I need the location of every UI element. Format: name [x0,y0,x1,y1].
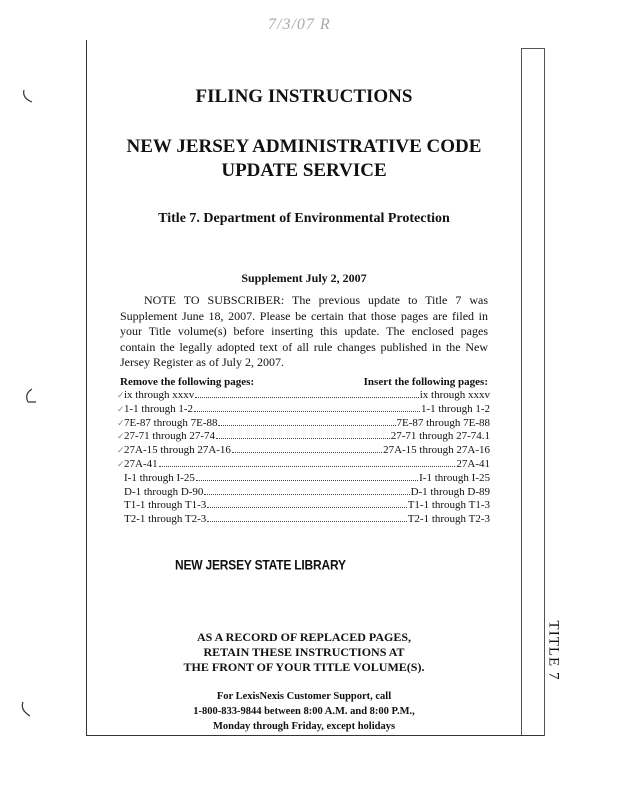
heading-line: NEW JERSEY ADMINISTRATIVE CODE [126,136,482,157]
dot-leader [194,402,420,412]
checkmark-icon: ✓ [117,458,125,469]
dot-leader [159,457,456,467]
table-row [117,512,490,526]
library-stamp: NEW JERSEY STATE LIBRARY [175,556,346,574]
record-line: RETAIN THESE INSTRUCTIONS AT [203,645,405,659]
table-row [117,388,490,402]
insert-pages: D-1 through D-89 [410,485,490,498]
table-row [117,402,490,416]
page-border-bottom [86,735,544,736]
dot-leader [207,512,406,522]
table-row [117,471,490,485]
dot-leader [195,388,418,398]
remove-pages: 7E-87 through 7E-88 [124,416,218,429]
document-heading [87,135,521,183]
record-line: AS A RECORD OF REPLACED PAGES, [196,630,412,644]
remove-pages: 27-71 through 27-74 [124,430,216,443]
checkmark-icon: ✓ [117,431,125,442]
insert-pages: 7E-87 through 7E-88 [396,416,490,429]
insert-pages: 27A-15 through 27A-16 [383,444,490,457]
checkmark-icon: ✓ [117,390,125,400]
punch-hole-mark-icon [22,88,34,106]
remove-pages: 27A-41 [124,457,158,470]
insert-pages: 27-71 through 27-74.1 [390,430,490,443]
remove-column-header: Remove the following pages: [120,376,255,388]
dot-leader [218,416,395,426]
remove-pages: D-1 through D-90 [124,485,204,498]
punch-hole-mark-icon [24,388,36,406]
table-row [117,429,490,443]
insert-pages: T2-1 through T2-3 [407,513,490,526]
remove-pages: 1-1 through 1-2 [124,402,194,415]
title-tab-label: TITLE 7 [545,620,562,680]
supplement-date: Supplement July 2, 2007 [241,271,367,285]
table-row [117,457,490,471]
record-line: THE FRONT OF YOUR TITLE VOLUME(S). [183,660,425,674]
support-line: 1-800-833-9844 between 8:00 A.M. and 8:00 P.M., [193,706,415,717]
remove-pages: T2-1 through T2-3 [124,513,207,526]
remove-pages: I-1 through I-25 [124,471,195,484]
remove-pages: T1-1 through T1-3 [124,499,207,512]
dot-leader [232,443,382,453]
record-instructions [87,630,521,675]
insert-pages: 27A-41 [456,457,490,470]
table-row [117,443,490,457]
support-line: For LexisNexis Customer Support, call [216,691,392,702]
remove-pages: ix through xxxv [124,389,195,401]
insert-pages: I-1 through I-25 [419,471,490,484]
pages-table-header [120,376,488,388]
remove-pages: 27A-15 through 27A-16 [124,444,231,457]
subscriber-note: NOTE TO SUBSCRIBER: The previous update to Title 7 was Supplement June 18, 2007. Please be certain that those pages are filed in your Title volume(s) before inserting this update. The enclosed pages contain the legally adopted text of all rule changes published in the New Jersey Register as of July 2, 2007. [120,293,488,369]
table-row [117,498,490,512]
page-border-right [521,48,522,735]
title-tab [541,610,565,690]
dot-leader [204,485,409,495]
title-subtitle: Title 7. Department of Environmental Protection [158,211,450,226]
checkmark-icon: ✓ [117,403,125,414]
document-title: FILING INSTRUCTIONS [195,86,413,107]
handwritten-date-stamp: 7/3/07 R [268,16,331,33]
insert-column-header: Insert the following pages: [363,376,488,388]
dot-leader [207,498,406,508]
punch-hole-mark-icon [20,700,32,718]
checkmark-icon: ✓ [117,417,125,428]
insert-pages: T1-1 through T1-3 [407,499,490,512]
table-row [117,416,490,430]
insert-pages: ix through xxxv [419,389,490,401]
pages-table [117,388,490,526]
table-row [117,485,490,499]
dot-leader [196,471,418,481]
checkmark-icon: ✓ [117,445,125,456]
insert-pages: 1-1 through 1-2 [420,402,490,415]
support-line: Monday through Friday, except holidays [212,721,396,732]
customer-support-info [87,689,521,734]
dot-leader [216,429,390,439]
heading-line: UPDATE SERVICE [221,160,387,181]
tab-border-top [522,48,544,49]
